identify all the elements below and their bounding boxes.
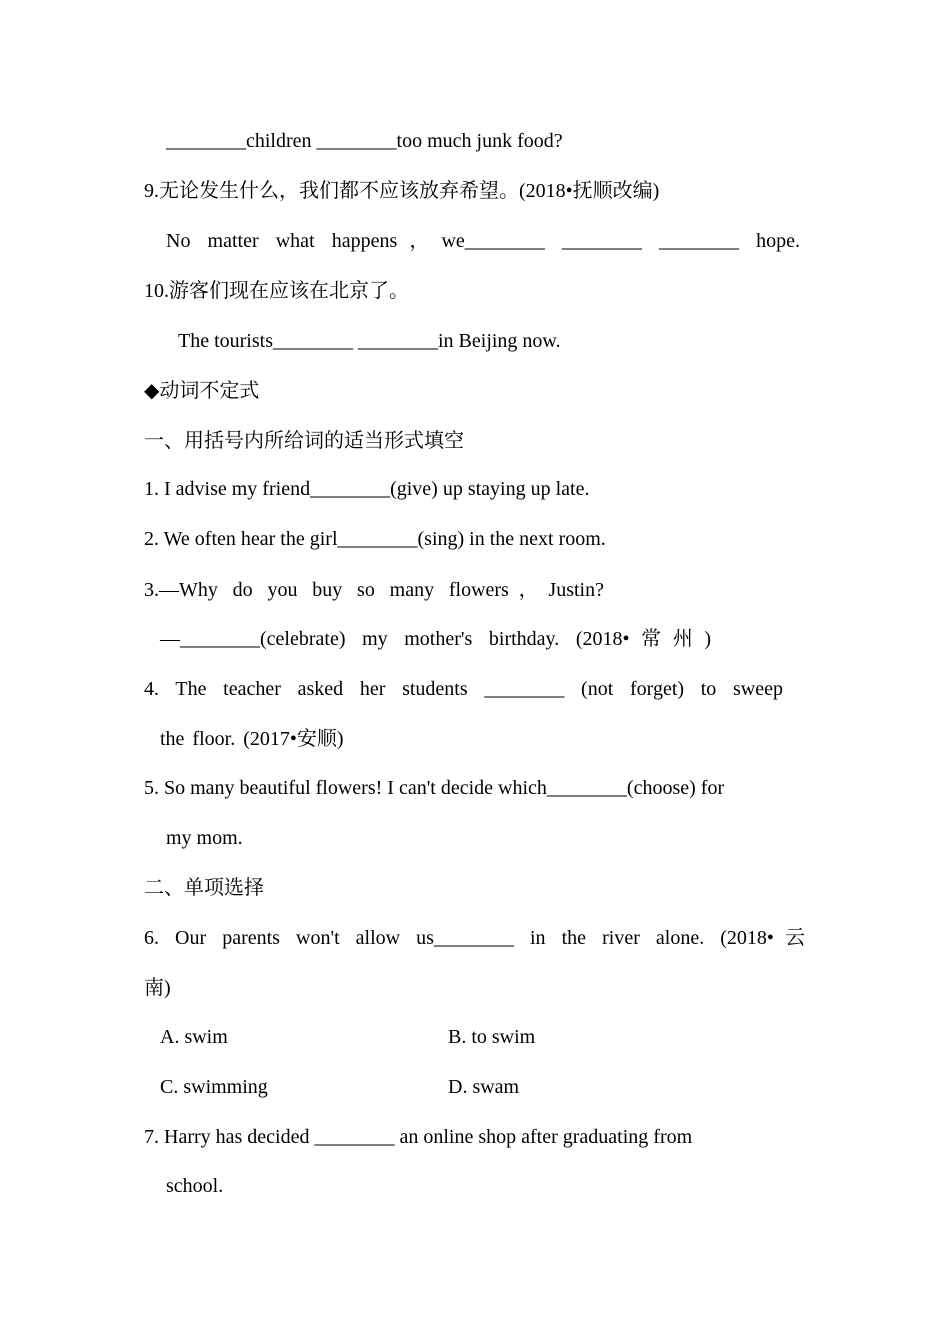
question-3-line-1: 3.—Why do you buy so many flowers，Justin? — [144, 579, 604, 601]
question-4-line-1: 4. The teacher asked her students ________ (not forget) to sweep — [144, 678, 783, 700]
option-c: C. swimming — [160, 1076, 268, 1098]
section-heading: ◆动词不定式 — [144, 380, 260, 402]
question-5-line-1: 5. So many beautiful flowers! I can't decide which________(choose) for — [144, 777, 725, 799]
question-6-line-1: 6. Our parents won't allow us________ in the river alone. (2018•云 — [144, 927, 805, 949]
part-2-heading: 二、单项选择 — [144, 877, 264, 899]
part-1-heading: 一、用括号内所给词的适当形式填空 — [144, 430, 464, 452]
option-d: D. swam — [448, 1076, 520, 1098]
question-9-english: No matter what happens，we________ ________ ________ hope. — [166, 230, 800, 252]
option-b: B. to swim — [448, 1026, 536, 1048]
line-8-continuation: ________children ________too much junk food? — [166, 130, 563, 152]
question-7-line-2: school. — [166, 1175, 224, 1197]
question-5-line-2: my mom. — [166, 827, 243, 849]
option-a: A. swim — [160, 1026, 228, 1048]
question-6-line-2: 南) — [144, 977, 171, 999]
question-2: 2. We often hear the girl________(sing) in the next room. — [144, 528, 606, 550]
question-10-english: The tourists________ ________in Beijing now. — [178, 330, 561, 352]
question-9-chinese: 9.无论发生什么，我们都不应该放弃希望。(2018•抚顺改编) — [144, 180, 660, 202]
question-1: 1. I advise my friend________(give) up staying up late. — [144, 478, 590, 500]
question-10-chinese: 10.游客们现在应该在北京了。 — [144, 280, 409, 302]
question-4-line-2: the floor. (2017•安顺) — [160, 728, 344, 750]
question-3-line-2: —________(celebrate) my mother's birthday. (2018•常州) — [160, 628, 711, 650]
question-7-line-1: 7. Harry has decided ________ an online shop after graduating from — [144, 1126, 693, 1148]
